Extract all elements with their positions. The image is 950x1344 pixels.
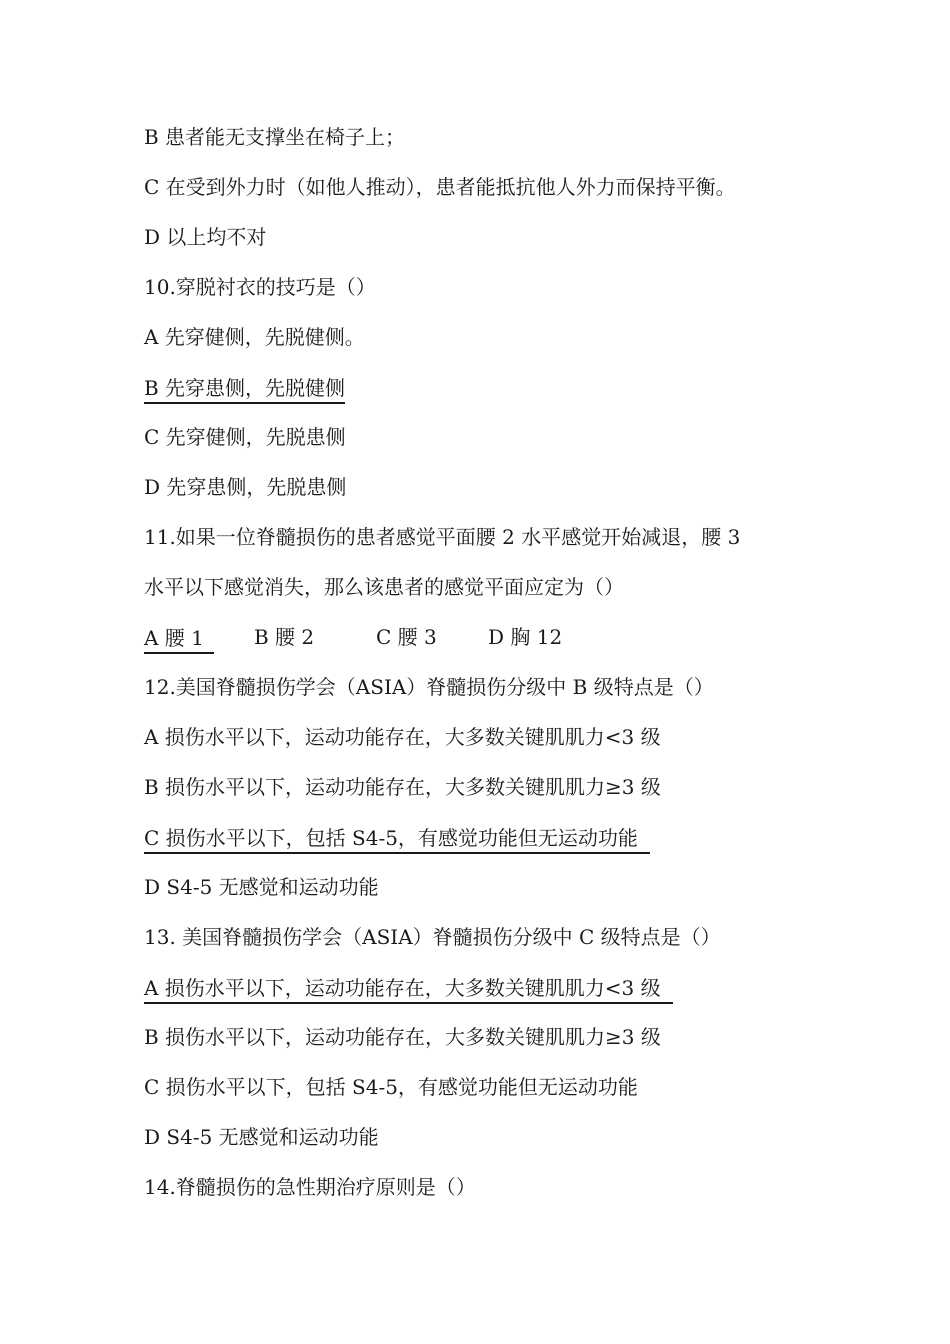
answer-underline: A 损伤水平以下，运动功能存在，大多数关键肌肌力<3 级 <box>144 974 673 1004</box>
q9-option-c: C 在受到外力时（如他人推动），患者能抵抗他人外力而保持平衡。 <box>144 175 736 199</box>
q9-option-d: D 以上均不对 <box>144 225 267 249</box>
answer-underline: B 先穿患侧，先脱健侧 <box>144 374 345 404</box>
q11-options <box>144 612 844 662</box>
q10-option-d: D 先穿患侧，先脱患侧 <box>144 475 347 499</box>
q11-option-c: C 腰 3 <box>376 625 437 649</box>
q10-option-b-answer <box>144 362 844 412</box>
q11-question-line1: 11.如果一位脊髓损伤的患者感觉平面腰 2 水平感觉开始减退，腰 3 <box>144 525 741 549</box>
q13-option-b: B 损伤水平以下，运动功能存在，大多数关键肌肌力≥3 级 <box>144 1025 661 1049</box>
q12-option-b: B 损伤水平以下，运动功能存在，大多数关键肌肌力≥3 级 <box>144 775 661 799</box>
q13-question: 13. 美国脊髓损伤学会（ASIA）脊髓损伤分级中 C 级特点是（） <box>144 925 721 949</box>
q10-option-c: C 先穿健侧，先脱患侧 <box>144 425 346 449</box>
q11-option-a-cell <box>144 612 254 662</box>
q13-option-a-answer <box>144 962 844 1012</box>
q11-option-d: D 胸 12 <box>488 625 563 649</box>
q10-question: 10.穿脱衬衣的技巧是（） <box>144 275 376 299</box>
q11-option-b: B 腰 2 <box>254 625 315 649</box>
q13-option-c: C 损伤水平以下，包括 S4-5，有感觉功能但无运动功能 <box>144 1075 638 1099</box>
q11-option-a-answer: A 腰 1 <box>144 624 214 654</box>
document-page <box>144 112 844 1212</box>
q12-question: 12.美国脊髓损伤学会（ASIA）脊髓损伤分级中 B 级特点是（） <box>144 675 714 699</box>
q9-option-b: B 患者能无支撑坐在椅子上； <box>144 125 406 149</box>
q10-option-a: A 先穿健侧，先脱健侧。 <box>144 325 365 349</box>
q12-option-a: A 损伤水平以下，运动功能存在，大多数关键肌肌力<3 级 <box>144 725 661 749</box>
q14-question: 14.脊髓损伤的急性期治疗原则是（） <box>144 1175 476 1199</box>
q13-option-d: D S4-5 无感觉和运动功能 <box>144 1125 379 1149</box>
answer-underline: C 损伤水平以下，包括 S4-5，有感觉功能但无运动功能 <box>144 824 650 854</box>
q11-question-line2: 水平以下感觉消失，那么该患者的感觉平面应定为（） <box>144 575 624 599</box>
q12-option-c-answer <box>144 812 844 862</box>
q12-option-d: D S4-5 无感觉和运动功能 <box>144 875 379 899</box>
